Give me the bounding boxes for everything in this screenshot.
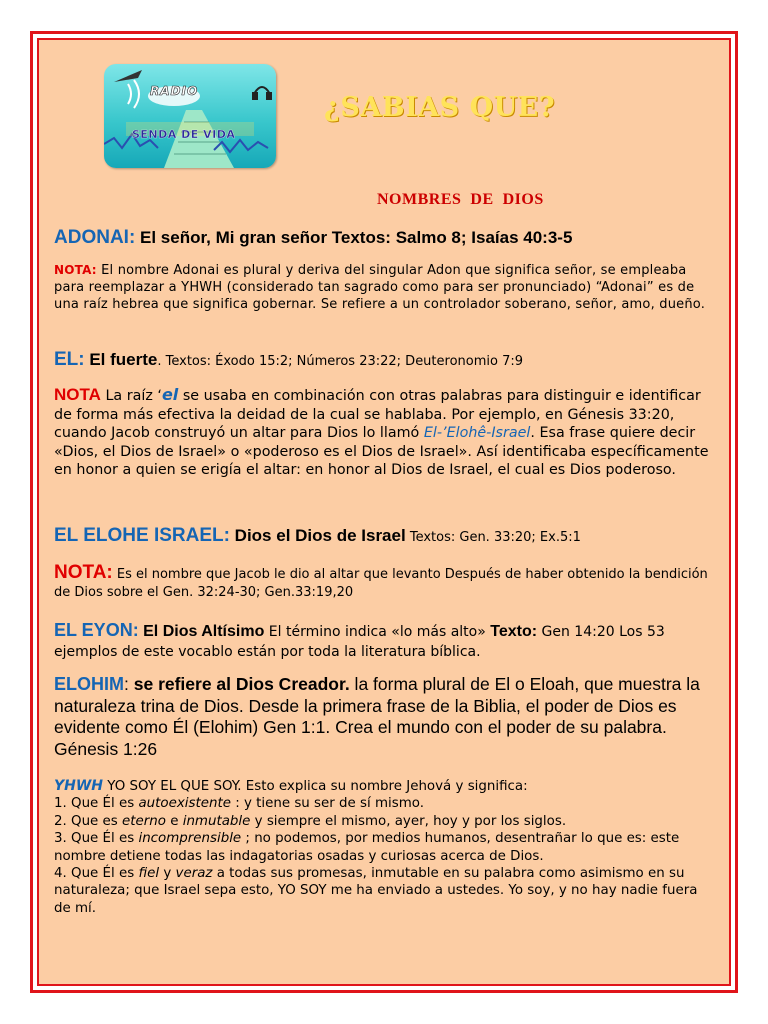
yhwh-intro: [54, 778, 714, 795]
section-nota-el: [54, 386, 714, 480]
texto-label: Texto:: [490, 623, 538, 640]
nota-label: NOTA:: [54, 562, 113, 583]
nota-text: El nombre Adonai es plural y deriva del singular Adon que significa señor, se empleaba para reemplazar a YHWH (considerado tan sagrado como para ser pronunciado) “Adonai” es de una raíz hebrea que significa gobernar. Se refiere a un controlador soberano, señor, amo, dueño.: [54, 263, 706, 312]
logo-banner-text: SENDA DE VIDA: [132, 128, 236, 141]
elohim-strong: se refiere al Dios Creador.: [128, 674, 350, 694]
nota-text: se usaba en combinación con otras palabras para distinguir e identificar de forma más efectiva la deidad de la cual se hablaba. Por ejemplo, en Génesis 33:20, cuando Jacob construyó un altar para Dios lo llamó: [54, 388, 701, 441]
nota-text: . Esa frase quiere decir «Dios, el Dios de Israel» o «poderoso es el Dios de Israel». Así identificaba específicamente en honor a quien se erigía el altar: en honor al Dios de Israel, el cual es Dios poderoso.: [54, 425, 709, 478]
adonai-heading: ADONAI:: [54, 227, 136, 248]
yhwh-item-2: 2. Que es eterno e inmutable y siempre el mismo, ayer, hoy y por los siglos.: [54, 813, 567, 829]
el-heading: EL:: [54, 349, 85, 370]
yhwh-item-1: 1. Que Él es autoexistente : y tiene su ser de sí mismo.: [54, 796, 424, 812]
radio-logo: [104, 64, 276, 168]
page-subtitle: NOMBRES DE DIOS: [377, 191, 544, 208]
elohim-text: la forma plural de El o Eloah, que muestra la naturaleza trina de Dios. Desde la primera frase de la Biblia, el poder de Dios es evidente como Él (Elohim) Gen 1:1. Crea el mundo con el poder de su palabra. Génesis 1:26: [54, 674, 700, 759]
nota-text: La raíz ‘: [100, 388, 162, 404]
el-strong: El fuerte: [84, 350, 158, 369]
el-eyon-text: Gen 14:20 Los 53 ejemplos de este vocablo están por toda la literatura bíblica.: [54, 624, 665, 660]
elohe-israel-term: El-’Elohê-Israel: [423, 425, 531, 441]
section-nota-elohe: [54, 564, 714, 602]
elohim-colon: :: [124, 674, 129, 694]
elohe-israel-text: Textos: Gen. 33:20; Ex.5:1: [405, 530, 581, 545]
el-word: el: [161, 385, 179, 404]
logo-radio-text: RADIO: [150, 84, 199, 98]
yhwh-heading: YHWH: [54, 778, 104, 794]
el-eyon-text: El término indica «lo más alto»: [264, 624, 491, 640]
el-text: . Textos: Éxodo 15:2; Números 23:22; Deuteronomio 7:9: [157, 354, 524, 369]
section-elohe-israel: [54, 525, 714, 549]
section-yhwh: [54, 778, 714, 917]
el-eyon-strong: El Dios Altísimo: [138, 623, 265, 640]
elohe-israel-strong: Dios el Dios de Israel: [229, 526, 406, 545]
nota-label: NOTA:: [54, 263, 97, 277]
section-el: [54, 349, 714, 373]
yhwh-item-4: 4. Que Él es fiel y veraz a todas sus promesas, inmutable en su palabra como asimismo en su naturaleza; que Israel sepa esto, YO SOY me ha enviado a ustedes. Yo soy, y no hay nadie fuera de mí.: [54, 866, 698, 916]
elohim-heading: ELOHIM: [54, 674, 124, 694]
section-adonai: [54, 227, 714, 249]
logo-art: [104, 64, 276, 168]
section-nota-adonai: [54, 262, 714, 313]
elohe-israel-heading: EL ELOHE ISRAEL:: [54, 525, 230, 546]
el-eyon-heading: EL EYON:: [54, 620, 139, 640]
yhwh-item-3: 3. Que Él es incomprensible ; no podemos, por medios humanos, desentrañar lo que es: este nombre detiene todas las indagatorias osadas y curiosas acerca de Dios.: [54, 831, 680, 864]
section-el-eyon: [54, 620, 714, 662]
section-elohim: [54, 674, 714, 760]
yhwh-intro-text: YO SOY EL QUE SOY. Esto explica su nombre Jehová y significa:: [103, 779, 528, 794]
nota-text: Es el nombre que Jacob le dio al altar que levanto Después de haber obtenido la bendición de Dios sobre el Gen. 32:24-30; Gen.33:19,20: [54, 567, 708, 600]
adonai-desc: El señor, Mi gran señor Textos: Salmo 8; Isaías 40:3-5: [135, 228, 573, 247]
nota-label: NOTA: [54, 385, 101, 404]
page-title: ¿SABIAS QUE?: [324, 92, 556, 123]
